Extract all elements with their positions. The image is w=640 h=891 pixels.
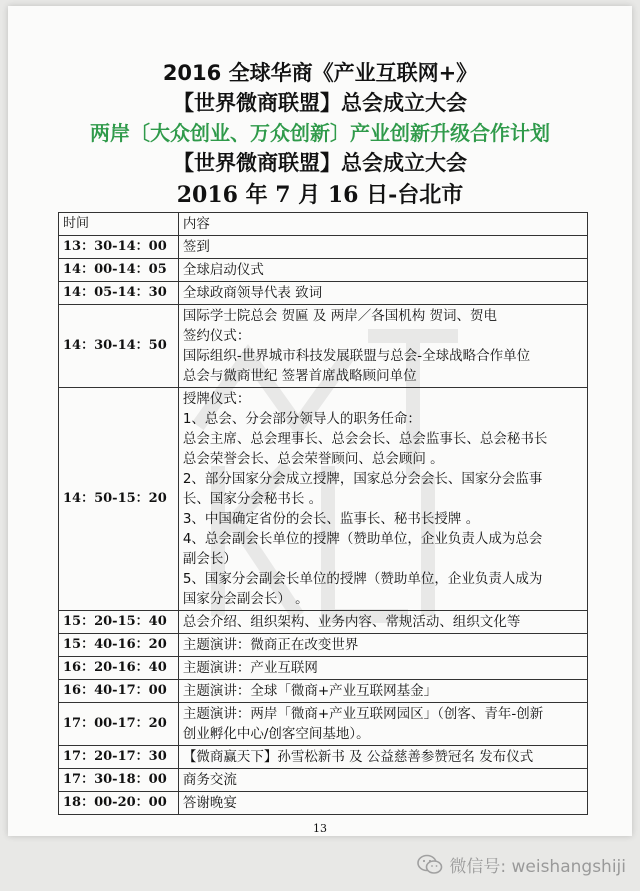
content-line: 国家分会副会长） 。 xyxy=(182,591,309,607)
wechat-id-text: 微信号: weishangshiji xyxy=(449,857,626,877)
wechat-footer xyxy=(417,852,626,877)
table-row xyxy=(59,634,588,657)
title-line-4: 【世界微商联盟】总会成立大会 xyxy=(173,151,467,175)
schedule-content-cell xyxy=(178,634,587,657)
content-line: 长、国家分会秘书长 。 xyxy=(182,491,323,507)
title-line-1: 2016 全球华商《产业互联网+》 xyxy=(162,61,478,85)
schedule-time-cell: 17：20-17：30 xyxy=(59,746,179,769)
table-row xyxy=(59,259,588,282)
schedule-time-cell: 18：00-20：00 xyxy=(59,792,179,815)
schedule-time-cell: 14：00-14：05 xyxy=(59,259,179,282)
schedule-time-cell: 16：40-17：00 xyxy=(59,680,179,703)
content-line: 3、中国确定省份的会长、监事长、秘书长授牌 。 xyxy=(182,511,480,527)
table-row xyxy=(59,746,588,769)
table-row xyxy=(59,282,588,305)
document-header xyxy=(8,6,632,212)
schedule-content-cell xyxy=(178,611,587,634)
content-line: 4、总会副会长单位的授牌（赞助单位，企业负责人成为总会 xyxy=(182,531,543,547)
content-line: 全球启动仪式 xyxy=(182,262,264,278)
table-row xyxy=(59,305,588,388)
schedule-content-cell xyxy=(178,259,587,282)
content-line: 5、国家分会副会长单位的授牌（赞助单位，企业负责人成为 xyxy=(182,571,543,587)
schedule-time-cell: 17：00-17：20 xyxy=(59,703,179,746)
schedule-time-cell: 14：05-14：30 xyxy=(59,282,179,305)
schedule-time-cell: 17：30-18：00 xyxy=(59,769,179,792)
table-row xyxy=(59,388,588,611)
title-line-2: 【世界微商联盟】总会成立大会 xyxy=(173,91,467,115)
content-line: 总会介绍、组织架构、业务内容、常规活动、组织文化等 xyxy=(182,614,521,630)
schedule-time-cell: 14：30-14：50 xyxy=(59,305,179,388)
schedule-content-cell xyxy=(178,746,587,769)
content-line: 创业孵化中心/创客空间基地）。 xyxy=(182,726,370,742)
schedule-content-cell xyxy=(178,769,587,792)
content-line: 总会荣誉会长、总会荣誉顾问、总会顾问 。 xyxy=(182,451,444,467)
content-line: 【微商赢天下】孙雪松新书 及 公益慈善参赞冠名 发布仪式 xyxy=(182,749,534,765)
schedule-time-cell: 16：20-16：40 xyxy=(59,657,179,680)
schedule-content-cell xyxy=(178,236,587,259)
schedule-content-cell xyxy=(178,305,587,388)
title-line-green: 两岸〔大众创业、万众创新〕产业创新升级合作计划 xyxy=(90,121,550,145)
content-line: 国际学士院总会 贺匾 及 两岸／各国机构 贺词、贺电 xyxy=(182,308,497,324)
content-line: 商务交流 xyxy=(182,772,237,788)
document-page xyxy=(8,6,632,836)
content-line: 主题演讲：产业互联网 xyxy=(182,660,318,676)
wechat-icon xyxy=(417,854,443,876)
content-line: 总会主席、总会理事长、总会会长、总会监事长、总会秘书长 xyxy=(182,431,548,447)
content-line: 主题演讲：两岸「微商+产业互联网园区」（创客、青年-创新 xyxy=(182,706,544,722)
column-header-time: 时间 xyxy=(59,213,179,236)
table-header-row xyxy=(59,213,588,236)
schedule-content-cell xyxy=(178,703,587,746)
schedule-time-cell: 15：40-16：20 xyxy=(59,634,179,657)
schedule-content-cell xyxy=(178,680,587,703)
content-line: 授牌仪式： xyxy=(182,391,251,407)
schedule-time-cell: 15：20-15：40 xyxy=(59,611,179,634)
schedule-content-cell xyxy=(178,282,587,305)
table-row xyxy=(59,657,588,680)
content-line: 总会与微商世纪 签署首席战略顾问单位 xyxy=(182,368,417,384)
schedule-content-cell xyxy=(178,657,587,680)
table-row xyxy=(59,611,588,634)
schedule-content-cell xyxy=(178,388,587,611)
page-number: 13 xyxy=(313,822,327,835)
content-line: 签约仪式： xyxy=(182,328,251,344)
table-row xyxy=(59,703,588,746)
schedule-table xyxy=(58,212,588,815)
schedule-time-cell: 13：30-14：00 xyxy=(59,236,179,259)
schedule-time-cell: 14：50-15：20 xyxy=(59,388,179,611)
table-row xyxy=(59,769,588,792)
table-row xyxy=(59,792,588,815)
event-date: 2016 年 7 月 16 日-台北市 xyxy=(176,182,464,208)
table-row xyxy=(59,680,588,703)
content-line: 主题演讲：全球「微商+产业互联网基金」 xyxy=(182,683,438,699)
content-line: 2、部分国家分会成立授牌，国家总分会会长、国家分会监事 xyxy=(182,471,543,487)
schedule-content-cell xyxy=(178,792,587,815)
content-line: 副会长） xyxy=(182,551,237,567)
content-line: 国际组织-世界城市科技发展联盟与总会-全球战略合作单位 xyxy=(182,348,531,364)
content-line: 签到 xyxy=(182,239,210,255)
content-line: 答谢晚宴 xyxy=(182,795,237,811)
content-line: 全球政商领导代表 致词 xyxy=(182,285,323,301)
content-line: 主题演讲：微商正在改变世界 xyxy=(182,637,359,653)
table-row xyxy=(59,236,588,259)
content-line: 1、总会、分会部分领导人的职务任命： xyxy=(182,411,421,427)
column-header-content: 内容 xyxy=(178,213,587,236)
